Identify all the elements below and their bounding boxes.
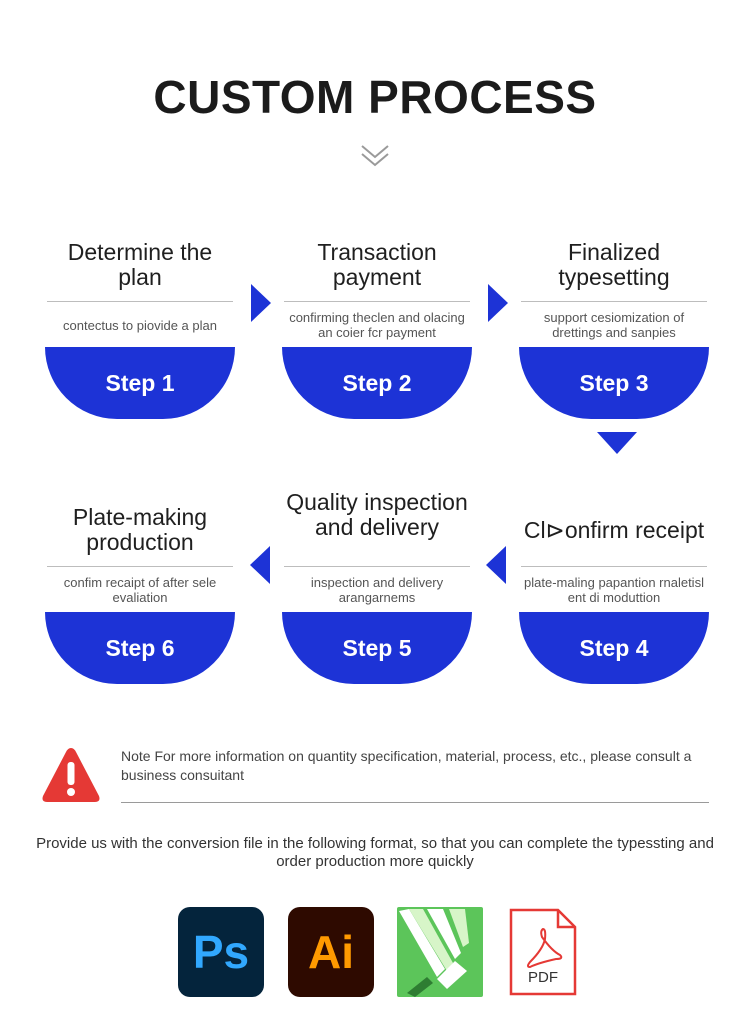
- step-heading: Plate-making production: [72, 504, 208, 555]
- arrow-left-icon: [486, 546, 506, 584]
- divider: [47, 566, 233, 567]
- step-badge: Step 2: [282, 347, 472, 419]
- illustrator-icon: [288, 907, 374, 997]
- divider: [284, 566, 470, 567]
- divider: [121, 802, 709, 803]
- step-heading: Finalized typesetting: [558, 239, 670, 290]
- step-description: support cesiomization of drettings and sanpies: [543, 310, 685, 340]
- step-description: confim recaipt of after sele evaliation: [63, 575, 217, 605]
- photoshop-icon: [178, 907, 264, 997]
- pdf-label: PDF: [528, 969, 558, 986]
- step-heading: Transaction payment: [317, 239, 437, 290]
- page-title: CUSTOM PROCESS: [153, 71, 597, 123]
- process-step-5: [282, 489, 472, 700]
- step-badge: Step 4: [519, 612, 709, 684]
- warning-icon: [40, 745, 102, 805]
- divider: [47, 301, 233, 302]
- divider: [521, 301, 707, 302]
- step-heading: Cl⊳onfirm receipt: [523, 516, 705, 543]
- coreldraw-icon: [397, 907, 483, 997]
- step-badge: Step 3: [519, 347, 709, 419]
- process-step-6: [45, 500, 235, 700]
- step-description: contectus to piovide a plan: [63, 317, 217, 333]
- process-step-3: [519, 235, 709, 435]
- step-description: inspection and delivery arangarnems: [310, 575, 444, 605]
- step-badge: Step 1: [45, 347, 235, 419]
- arrow-left-icon: [250, 546, 270, 584]
- pdf-icon: [508, 907, 578, 997]
- photoshop-label: Ps: [192, 926, 250, 978]
- divider: [284, 301, 470, 302]
- process-step-2: [282, 235, 472, 435]
- chevron-down-icon: [359, 143, 391, 169]
- arrow-right-icon: [251, 284, 271, 322]
- process-step-4: [519, 500, 709, 700]
- step-heading: Quality inspection and delivery: [286, 489, 468, 540]
- note-text: Note For more information on quantity specification, material, process, etc., please consult a business consuitant: [121, 748, 692, 783]
- arrow-right-icon: [488, 284, 508, 322]
- step-description: confirming theclen and olacing an coier fcr payment: [289, 310, 465, 340]
- arrow-down-icon: [597, 432, 637, 454]
- step-badge: Step 5: [282, 612, 472, 684]
- divider: [521, 566, 707, 567]
- step-description: plate-maling papantion rnaletisl ent di moduttion: [524, 575, 704, 605]
- process-step-1: [45, 235, 235, 435]
- file-format-instructions: Provide us with the conversion file in the following format, so that you can complete the typessting and order production more quickly: [36, 835, 714, 870]
- step-heading: Determine the plan: [67, 239, 213, 290]
- step-badge: Step 6: [45, 612, 235, 684]
- illustrator-label: Ai: [308, 926, 354, 978]
